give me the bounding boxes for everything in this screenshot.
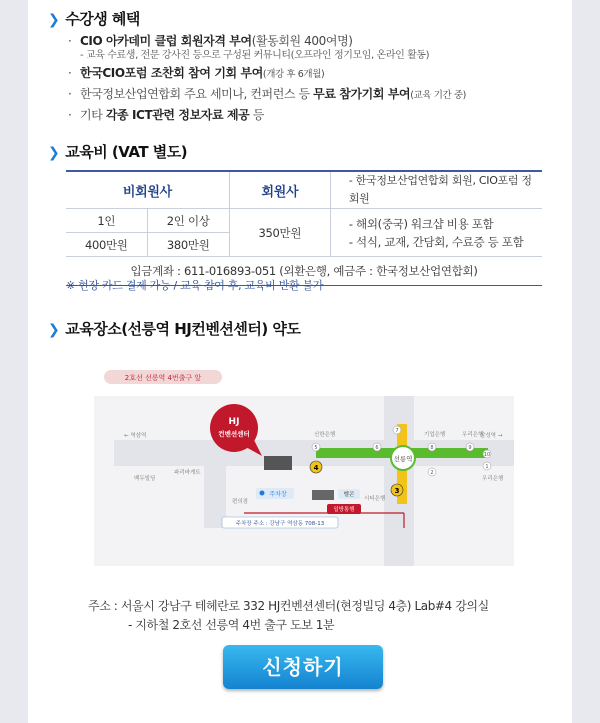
page xyxy=(28,0,572,723)
exit-2-label: 2 xyxy=(430,470,434,476)
exit-7-label: 7 xyxy=(395,428,399,434)
apply-button[interactable]: 신청하기 xyxy=(223,645,383,689)
venue-building-icon xyxy=(264,456,292,470)
bank-account: 입금계좌 : 611-016893-051 (외환은행, 예금주 : 한국정보산업연합회) xyxy=(66,257,542,286)
ibk-label: 기업은행 xyxy=(424,432,446,438)
benefit-bold: CIO 아카데미 클럽 회원자격 부여 xyxy=(80,34,252,48)
store-label: 편의점 xyxy=(232,499,248,505)
woori-label-1: 우리은행 xyxy=(462,432,484,438)
member-price: 350만원 xyxy=(229,209,330,257)
chevron-right-icon: ❯ xyxy=(48,12,60,28)
benefit-rest: 등 xyxy=(249,108,264,122)
exit-9-label: 9 xyxy=(468,445,472,451)
price-one: 400만원 xyxy=(66,233,147,257)
exit-8-label: 8 xyxy=(430,445,434,451)
included-item-2: - 석식, 교재, 간담회, 수료증 등 포함 xyxy=(348,234,524,249)
one-person-label: 1인 xyxy=(66,209,147,233)
venue-label-1: HJ xyxy=(228,417,240,427)
parking-address: 주차장 주소 : 강남구 역삼동 708-13 xyxy=(235,521,325,527)
exit-1-label: 1 xyxy=(485,464,489,470)
exit-5-label: 5 xyxy=(314,445,318,451)
venue-label-2: 컨벤션센터 xyxy=(218,430,250,438)
parking-building-icon xyxy=(312,490,334,500)
citi-label: 시티은행 xyxy=(364,496,386,502)
list-item xyxy=(68,33,548,62)
yeoksam-label: ← 역삼역 xyxy=(124,433,147,439)
benefit-sub: - 교육 수료생, 전문 강사진 등으로 구성된 커뮤니티(오프라인 정기모임, 온라인 활동) xyxy=(80,50,430,61)
woori-label-2: 우리은행 xyxy=(482,476,504,482)
paris-label: 파리바게트 xyxy=(174,470,201,476)
exit-3-label: 3 xyxy=(394,487,400,495)
included-item-1: - 해외(중국) 워크샵 비용 포함 xyxy=(348,216,494,231)
fee-heading xyxy=(48,141,187,162)
location-map xyxy=(94,368,514,568)
parking-icon xyxy=(260,491,265,496)
fee-table xyxy=(66,170,542,286)
benefit-rest: (교육 기간 중) xyxy=(410,90,466,101)
list-item xyxy=(68,107,548,123)
location-heading xyxy=(48,318,300,339)
benefit-bold: 각종 ICT관련 정보자료 제공 xyxy=(105,108,250,122)
exit-10-label: 10 xyxy=(483,452,491,458)
side-road xyxy=(204,448,226,528)
location-title: 교육장소(선릉역 HJ컨벤션센터) 약도 xyxy=(65,320,301,338)
payment-note: ※ 현장 카드 결제 가능 / 교육 참여 후, 교육비 반환 불가 xyxy=(66,279,324,292)
benefits-list xyxy=(68,33,548,126)
exit-4-label: 4 xyxy=(313,464,319,472)
baekdoo-label: 백두빌딩 xyxy=(134,476,156,482)
exit-6-label: 6 xyxy=(375,445,379,451)
list-item xyxy=(68,65,548,83)
member-header: 회원사 xyxy=(229,171,330,209)
included-items xyxy=(330,209,542,257)
parking-label: 주차장 xyxy=(269,491,287,498)
pollen-label: 벨콘 xyxy=(343,492,355,498)
benefit-bold: 무료 참가기회 부여 xyxy=(313,87,411,101)
benefit-bold: 한국CIO포럼 조찬회 참여 기회 부여 xyxy=(80,66,263,80)
exit-tag-label: 2호선 선릉역 4번출구 앞 xyxy=(124,374,202,382)
price-two: 380만원 xyxy=(147,233,229,257)
nonmember-header: 비회원사 xyxy=(66,171,229,209)
shinhan-label: 신한은행 xyxy=(314,432,336,438)
oneway-label: 일방통행 xyxy=(333,507,355,513)
benefit-rest: (개강 후 6개월) xyxy=(262,69,325,80)
chevron-right-icon: ❯ xyxy=(48,322,60,338)
benefit-pre: 한국정보산업연합회 주요 세미나, 컨퍼런스 등 xyxy=(80,87,314,101)
subway-directions: - 지하철 2호선 선릉역 4번 출구 도보 1분 xyxy=(128,618,335,632)
benefits-heading xyxy=(48,8,140,29)
fee-title: 교육비 (VAT 별도) xyxy=(65,143,188,161)
benefit-pre: 기타 xyxy=(80,108,106,122)
benefits-title: 수강생 혜택 xyxy=(65,10,140,28)
map-bg xyxy=(94,396,514,566)
member-desc: - 한국정보산업연합회 회원, CIO포럼 정회원 xyxy=(330,171,542,209)
benefit-rest: (활동회원 400여명) xyxy=(251,34,353,48)
address-text: 주소 : 서울시 강남구 테헤란로 332 HJ컨벤션센터(현정빌딩 4층) Lab#4 강의실 xyxy=(88,599,489,613)
two-plus-label: 2인 이상 xyxy=(147,209,229,233)
list-item xyxy=(68,86,548,104)
samseong-label: 삼성역 → xyxy=(480,433,503,439)
address-block xyxy=(88,597,489,635)
station-label: 선릉역 xyxy=(393,455,413,463)
chevron-right-icon: ❯ xyxy=(48,145,60,161)
